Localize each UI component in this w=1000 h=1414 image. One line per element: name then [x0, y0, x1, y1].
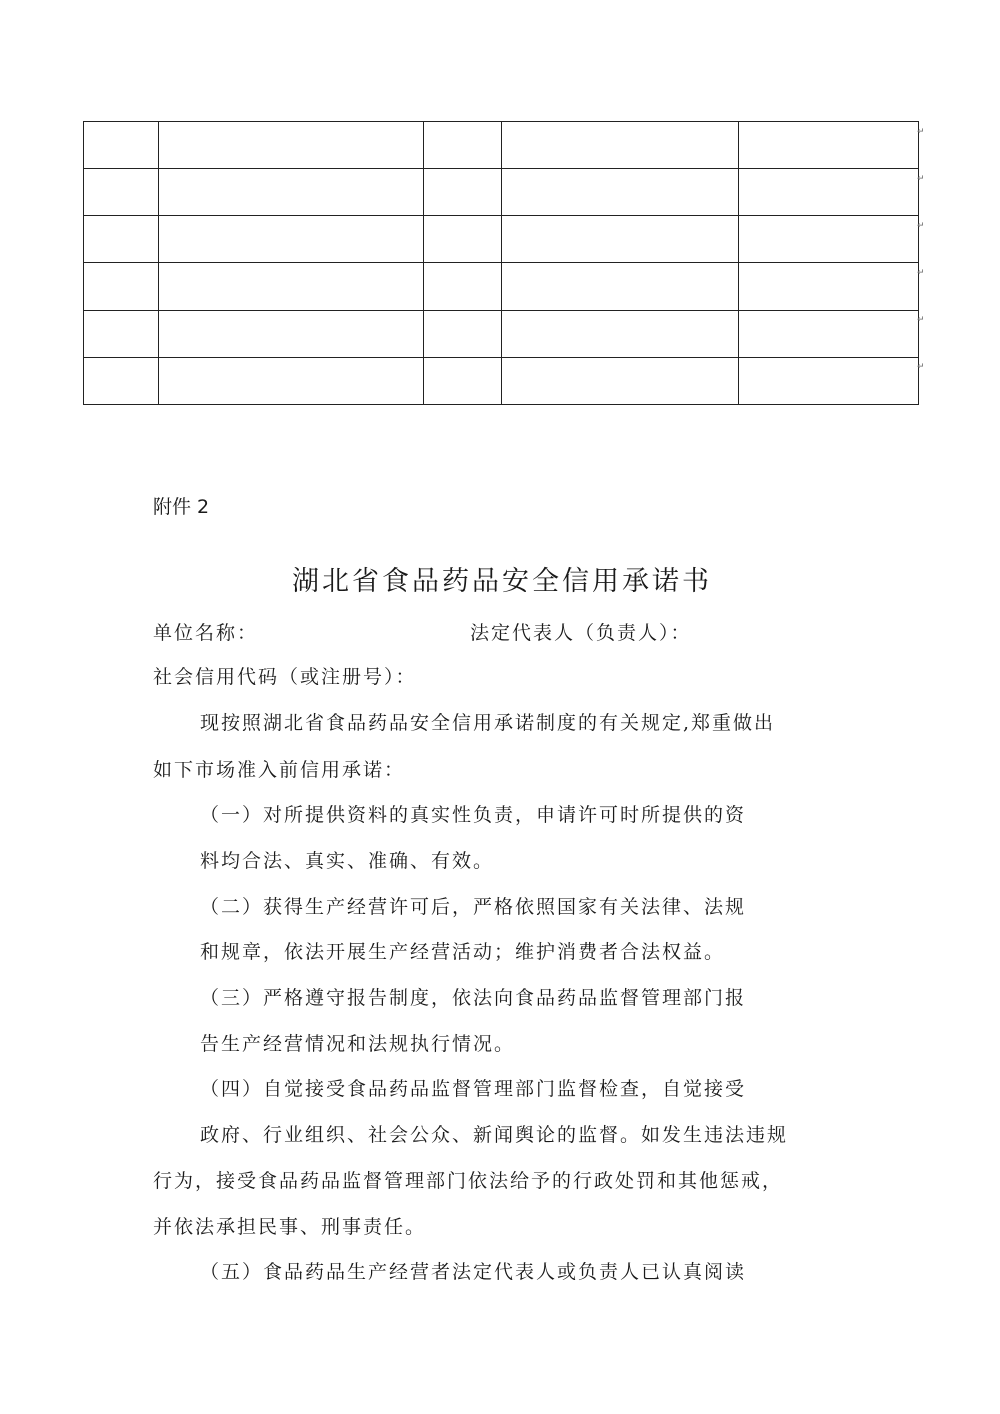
paragraph-line: 政府、行业组织、社会公众、新闻舆论的监督。如发生违法违规: [200, 1124, 789, 1146]
table-cell: [739, 216, 919, 263]
paragraph-line: （一）对所提供资料的真实性负责，申请许可时所提供的资: [200, 804, 747, 826]
table-cell: [84, 310, 159, 357]
paragraph-line: 行为，接受食品药品监督管理部门依法给予的行政处罚和其他惩戒，: [153, 1170, 784, 1192]
table-cell: [84, 357, 159, 404]
paragraph-line: 如下市场准入前信用承诺：: [153, 759, 406, 781]
table-row: [84, 357, 919, 404]
paragraph-line: 和规章，依法开展生产经营活动；维护消费者合法权益。: [200, 941, 726, 963]
table-cell: [159, 310, 424, 357]
paragraph-mark: ↵: [917, 174, 925, 184]
annex-label: 附件 2: [153, 496, 210, 518]
table-cell: [502, 122, 739, 169]
table-cell: [424, 263, 502, 310]
paragraph-line: （四）自觉接受食品药品监督管理部门监督检查，自觉接受: [200, 1078, 747, 1100]
paragraph-line: 并依法承担民事、刑事责任。: [153, 1216, 427, 1238]
table-cell: [739, 263, 919, 310]
paragraph-mark: ↵: [917, 362, 925, 372]
paragraph-line: 告生产经营情况和法规执行情况。: [200, 1033, 516, 1055]
paragraph-line: （五）食品药品生产经营者法定代表人或负责人已认真阅读: [200, 1261, 747, 1283]
paragraph-mark: ↵: [917, 127, 925, 137]
table-cell: [502, 357, 739, 404]
blank-table: [83, 121, 919, 405]
table-cell: [739, 122, 919, 169]
table-row: [84, 310, 919, 357]
paragraph-mark: ↵: [917, 221, 925, 231]
table-cell: [502, 263, 739, 310]
document-title: 湖北省食品药品安全信用承诺书: [292, 566, 712, 597]
table-cell: [424, 169, 502, 216]
paragraph-mark: ↵: [917, 315, 925, 325]
table-row: [84, 122, 919, 169]
legal-rep-field: 法定代表人（负责人）：: [470, 622, 692, 644]
table-cell: [159, 263, 424, 310]
table-cell: [84, 122, 159, 169]
paragraph-line: （二）获得生产经营许可后，严格依照国家有关法律、法规: [200, 896, 747, 918]
table-cell: [502, 310, 739, 357]
table-cell: [739, 357, 919, 404]
paragraph-line: 现按照湖北省食品药品安全信用承诺制度的有关规定,郑重做出: [200, 712, 776, 734]
credit-code-field: 社会信用代码（或注册号）：: [153, 666, 417, 688]
table-cell: [502, 169, 739, 216]
paragraph-line: 料均合法、真实、准确、有效。: [200, 850, 495, 872]
table-cell: [502, 216, 739, 263]
table-cell: [84, 263, 159, 310]
table-cell: [424, 216, 502, 263]
table-cell: [84, 216, 159, 263]
table-cell: [159, 216, 424, 263]
paragraph-line: （三）严格遵守报告制度，依法向食品药品监督管理部门报: [200, 987, 747, 1009]
table-cell: [159, 169, 424, 216]
table-row: [84, 216, 919, 263]
table-cell: [424, 122, 502, 169]
table-row: [84, 263, 919, 310]
table-cell: [159, 357, 424, 404]
table-cell: [739, 169, 919, 216]
table-cell: [424, 357, 502, 404]
table-cell: [739, 310, 919, 357]
paragraph-mark: ↵: [917, 268, 925, 278]
table-cell: [159, 122, 424, 169]
table-cell: [84, 169, 159, 216]
unit-name-field: 单位名称：: [153, 622, 259, 644]
table-cell: [424, 310, 502, 357]
table-row: [84, 169, 919, 216]
